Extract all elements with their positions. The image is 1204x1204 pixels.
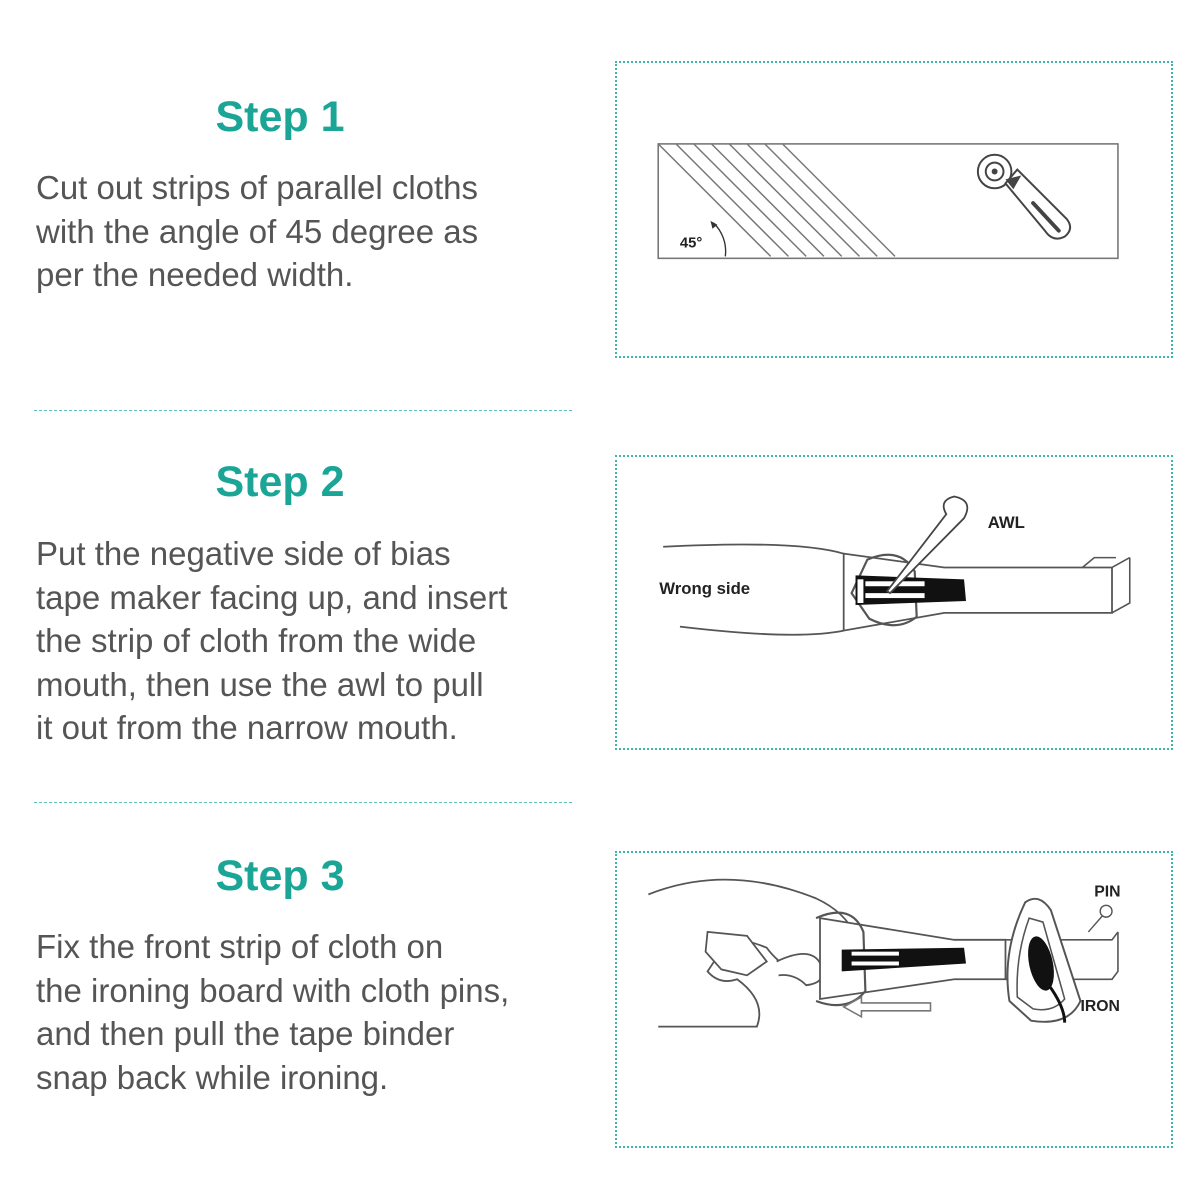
iron-label: IRON: [1080, 997, 1120, 1015]
step-3-illustration: [615, 851, 1173, 1148]
ironing-diagram: [617, 853, 1171, 1146]
pin-icon: [1088, 905, 1112, 932]
step-2-title: Step 2: [215, 458, 345, 506]
angle-arc: [713, 223, 725, 257]
pull-direction-arrow-icon: [844, 997, 931, 1017]
bias-tape-maker-insert-diagram: [617, 457, 1171, 748]
step-1-title: Step 1: [215, 93, 345, 141]
section-divider: [34, 802, 572, 803]
step-1-illustration: [615, 61, 1173, 358]
step-3-description: Fix the front strip of cloth on the ironing board with cloth pins, and then pull the tape binder snap back while ironing.: [36, 928, 510, 1096]
section-divider: [34, 410, 572, 411]
step-3-title: Step 3: [215, 852, 345, 900]
angle-label: 45°: [679, 235, 703, 252]
step-2-description: Put the negative side of bias tape maker facing up, and insert the strip of cloth from the wide mouth, then use the awl to pull it out from the narrow mouth.: [36, 535, 508, 746]
bias-strip-cutting-diagram: [617, 63, 1171, 356]
pin-label: PIN: [1094, 883, 1121, 901]
step-2-illustration: [615, 455, 1173, 750]
step-1-description: Cut out strips of parallel cloths with the angle of 45 degree as per the needed width.: [36, 169, 479, 293]
awl-label: AWL: [987, 513, 1025, 533]
wrong-side-label: Wrong side: [659, 579, 751, 599]
tape-channel: [856, 575, 966, 605]
rotary-cutter-icon: [978, 155, 1070, 239]
iron-icon: [1007, 899, 1080, 1023]
